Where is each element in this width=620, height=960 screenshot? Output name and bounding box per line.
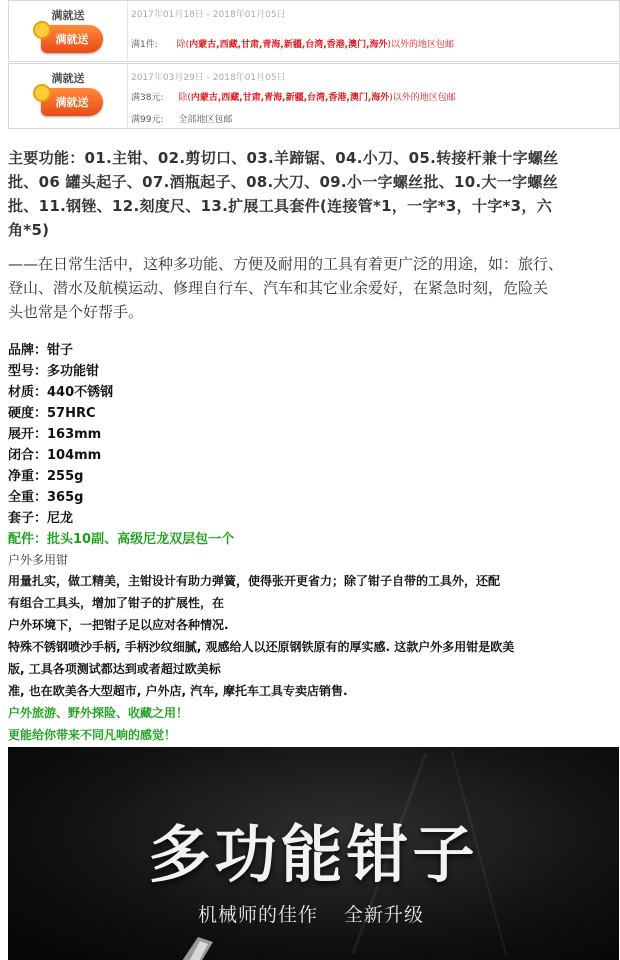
- description-block-2: [8, 636, 620, 702]
- description-block-1: [8, 570, 620, 636]
- slogan-line: 更能给你带来不同凡响的感觉！: [8, 728, 177, 742]
- usage-line: 头也常是个好帮手。: [8, 303, 144, 321]
- function-list: [8, 146, 620, 242]
- promo-row: [131, 112, 232, 125]
- banner-subtitle-1: 机械师的佳作: [198, 904, 319, 926]
- promo-condition: 满99元:: [131, 115, 164, 125]
- section-subtitle: 户外多用钳: [8, 553, 69, 567]
- slogan-line: 户外旅游、野外探险、收藏之用！: [8, 706, 189, 720]
- spec-model: 型号：多功能钳: [8, 364, 100, 379]
- usage-paragraph: [8, 252, 620, 324]
- promo-left-2: [9, 64, 128, 128]
- spec-list: [8, 340, 608, 571]
- promo-left-1: [9, 1, 128, 61]
- promo-date: 2017年03月29日 - 2018年01月05日: [131, 73, 286, 83]
- description-line: 特殊不锈钢喷沙手柄, 手柄沙纹细腻, 观感给人以还原钢铁原有的厚实感. 这款户外多用钳是欧美: [8, 640, 515, 654]
- spec-brand: 品牌：钳子: [8, 343, 74, 358]
- description-line: 用量扎实，做工精美，主钳设计有助力弹簧，使得张开更省力；除了钳子自带的工具外，还配: [8, 574, 501, 588]
- function-line: 角*5): [8, 221, 50, 239]
- spec-closed-length: 闭合：104mm: [8, 448, 102, 463]
- promo-row: [131, 90, 456, 103]
- spec-net-weight: 净重：255g: [8, 469, 84, 484]
- usage-line: 登山、潜水及航模运动、修理自行车、汽车和其它业余爱好，在紧急时刻，危险关: [8, 279, 549, 297]
- spec-sheath: 套子：尼龙: [8, 511, 74, 526]
- promo-date: 2017年01月18日 - 2018年01月05日: [131, 10, 286, 20]
- spec-hardness: 硬度：57HRC: [8, 406, 96, 421]
- promo-exclusion: 除(: [176, 40, 190, 50]
- promo-regions: 内蒙古,西藏,甘肃,青海,新疆,台湾,香港,澳门,海外: [189, 40, 388, 50]
- promo-label: 满就送: [51, 9, 85, 22]
- promo-box-2: [8, 63, 620, 129]
- promo-exclusion: 除(: [178, 93, 191, 103]
- description-line: 户外环境下，一把钳子足以应对各种情况.: [8, 618, 229, 632]
- description-line: 版, 工具各项测试都达到或者超过欧美标: [8, 662, 221, 676]
- promo-plain: 全部地区包邮: [178, 115, 233, 125]
- promo-note: )以外的地区包邮: [389, 93, 456, 103]
- spec-open-length: 展开：163mm: [8, 427, 102, 442]
- plier-blade-icon: [158, 897, 278, 960]
- spec-material: 材质：440不锈钢: [8, 385, 114, 400]
- banner-subtitle-2: 全新升级: [344, 904, 425, 926]
- function-line: 批、06 罐头起子、07.酒瓶起子、08.大刀、09.小一字螺丝批、10.大一字螺丝: [8, 173, 558, 191]
- promo-note: )以外的地区包邮: [387, 40, 455, 50]
- promo-badge-icon: 满就送: [41, 88, 103, 116]
- usage-line: ——在日常生活中，这种多功能、方便及耐用的工具有着更广泛的用途，如：旅行、: [8, 255, 564, 273]
- spec-accessories: 配件：批头10副、高级尼龙双层包一个: [8, 532, 235, 547]
- function-line: 批、11.钢锉、12.刻度尺、13.扩展工具套件(连接管*1，一字*3，十字*3，六: [8, 197, 553, 215]
- promo-regions: 内蒙古,西藏,甘肃,青海,新疆,台湾,香港,澳门,海外: [190, 93, 390, 103]
- promo-condition: 满1件:: [131, 40, 158, 50]
- product-banner-image: [8, 747, 619, 960]
- promo-box-1: [8, 0, 620, 62]
- spec-gross-weight: 全重：365g: [8, 490, 84, 505]
- promo-row: [131, 37, 454, 50]
- slogan-block: [8, 702, 620, 746]
- description-line: 有组合工具头，增加了钳子的扩展性，在: [8, 596, 225, 610]
- function-line: 主要功能：01.主钳、02.剪切口、03.羊蹄锯、04.小刀、05.转接杆兼十字螺丝: [8, 149, 559, 167]
- promo-badge-icon: 满就送: [41, 25, 103, 53]
- promo-label: 满就送: [51, 72, 85, 85]
- banner-title: 多功能钳子: [148, 818, 479, 891]
- description-line: 准, 也在欧美各大型超市, 户外店, 汽车, 摩托车工具专卖店销售.: [8, 684, 348, 698]
- promo-condition: 满38元:: [131, 93, 164, 103]
